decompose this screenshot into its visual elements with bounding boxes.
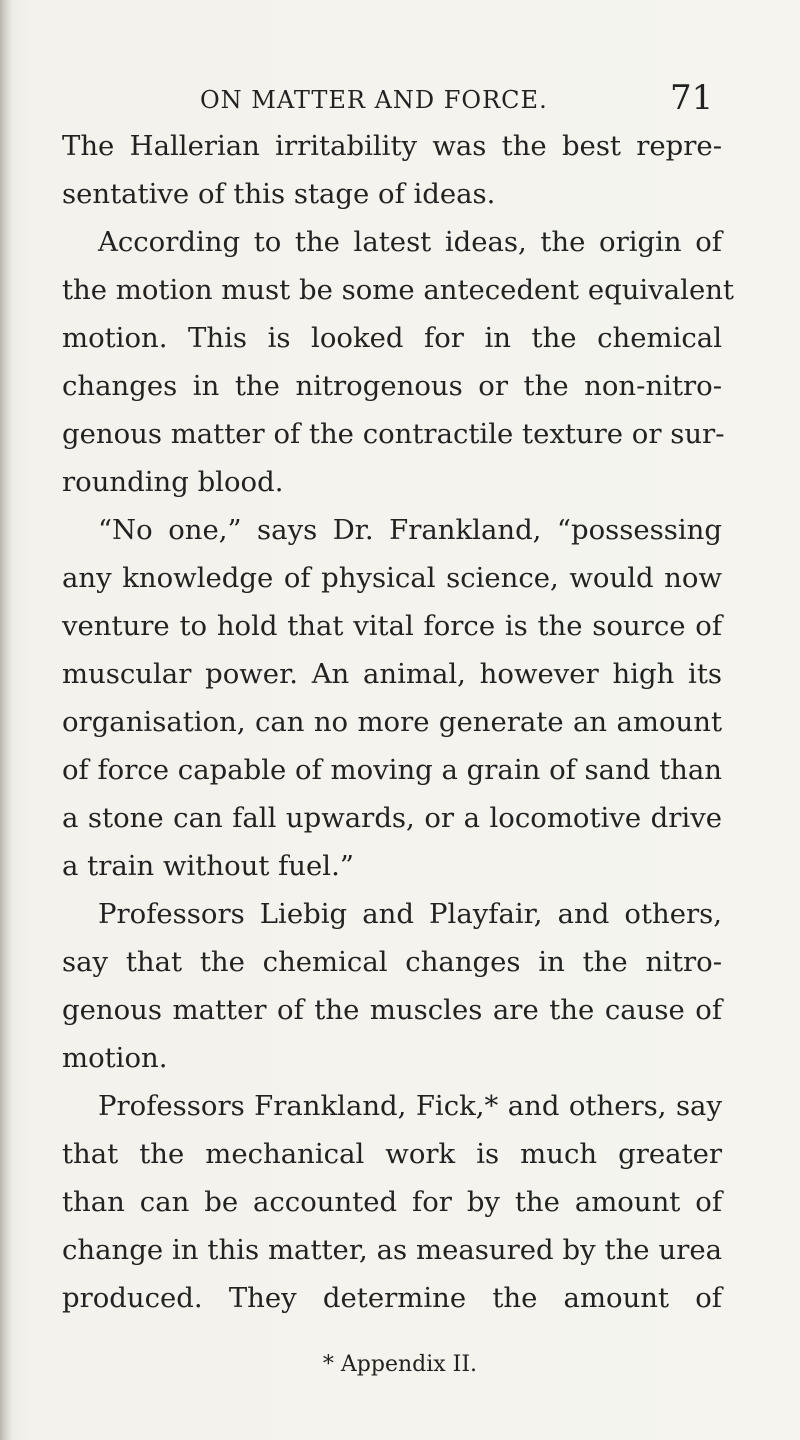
running-head: ON MATTER AND FORCE. (200, 86, 548, 114)
text-line: any knowledge of physical science, would now (62, 562, 722, 594)
text-line: Professors Frankland, Fick,* and others, say (98, 1090, 722, 1122)
text-line: organisation, can no more generate an amount (62, 706, 722, 738)
text-line: of force capable of moving a grain of sand than (62, 754, 722, 786)
text-line: say that the chemical changes in the nitro- (62, 946, 722, 978)
text-line: venture to hold that vital force is the source of (62, 610, 722, 642)
text-line: motion. This is looked for in the chemical (62, 322, 722, 354)
text-line: change in this matter, as measured by the urea (62, 1234, 722, 1266)
text-line: than can be accounted for by the amount of (62, 1186, 722, 1218)
text-line: produced. They determine the amount of (62, 1282, 722, 1314)
page-gutter (0, 0, 12, 1440)
text-line: rounding blood. (62, 466, 284, 498)
body-text (62, 122, 734, 1322)
text-line: the motion must be some antecedent equivalent (62, 274, 734, 306)
footnote: * Appendix II. (322, 1352, 478, 1377)
text-line: a stone can fall upwards, or a locomotive drive (62, 802, 722, 834)
page-number: 71 (670, 78, 714, 118)
page-header (0, 78, 800, 118)
text-line: genous matter of the contractile texture or sur- (62, 418, 725, 450)
text-line: The Hallerian irritability was the best repre- (62, 130, 722, 162)
text-line: sentative of this stage of ideas. (62, 178, 496, 210)
text-line: “No one,” says Dr. Frankland, “possessing (98, 514, 722, 546)
text-line: that the mechanical work is much greater (62, 1138, 722, 1170)
text-line: changes in the nitrogenous or the non-nitro- (62, 370, 722, 402)
text-line: According to the latest ideas, the origin of (98, 226, 722, 258)
text-line: Professors Liebig and Playfair, and others, (98, 898, 722, 930)
text-line: genous matter of the muscles are the cause of (62, 994, 722, 1026)
text-line: motion. (62, 1042, 168, 1074)
text-line: muscular power. An animal, however high its (62, 658, 722, 690)
text-line: a train without fuel.” (62, 850, 354, 882)
